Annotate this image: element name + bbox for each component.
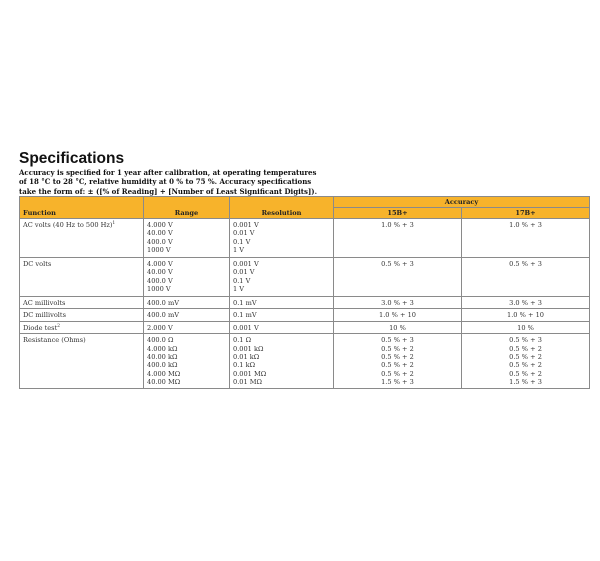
cell-accuracy-17b xyxy=(462,297,590,309)
accuracy-value: 0.5 % + 2 xyxy=(509,361,542,370)
resolution-value: 0.01 V xyxy=(233,229,255,238)
accuracy-value: 1.5 % + 3 xyxy=(509,378,542,387)
range-value: 40.00 kΩ xyxy=(147,353,178,362)
resolution-value: 0.001 V xyxy=(233,221,259,229)
cell-resolution xyxy=(230,334,334,388)
table-row xyxy=(20,258,590,297)
accuracy-value: 1.5 % + 3 xyxy=(381,378,414,387)
range-value: 4.000 V xyxy=(147,260,173,268)
intro-line: take the form of: ± ([% of Reading] + [Number of Least Significant Digits]). xyxy=(19,186,318,196)
intro-line: of 18 °C to 28 °C, relative humidity at 0 % to 75 %. Accuracy specifications xyxy=(19,177,312,187)
accuracy-value: 0.5 % + 2 xyxy=(381,353,414,362)
page-title: Specifications xyxy=(19,150,125,167)
function-label: AC volts (40 Hz to 500 Hz) xyxy=(23,221,113,229)
resolution-value: 1 V xyxy=(233,285,245,294)
accuracy-value: 0.5 % + 3 xyxy=(381,336,414,345)
accuracy-value: 3.0 % + 3 xyxy=(509,299,542,307)
cell-accuracy-17b xyxy=(462,309,590,321)
cell-resolution xyxy=(230,297,334,309)
header-function: Function xyxy=(20,197,144,219)
cell-accuracy-17b xyxy=(462,321,590,333)
resolution-value: 0.001 kΩ xyxy=(233,344,264,353)
cell-accuracy-15b xyxy=(334,334,462,388)
accuracy-value: 10 % xyxy=(389,323,406,332)
accuracy-value: 1.0 % + 3 xyxy=(509,221,542,229)
accuracy-value: 0.5 % + 2 xyxy=(509,344,542,353)
resolution-value: 0.1 V xyxy=(233,276,251,285)
accuracy-value: 0.5 % + 3 xyxy=(381,260,414,268)
resolution-value: 0.1 mV xyxy=(233,299,257,307)
cell-accuracy-15b xyxy=(334,321,462,333)
resolution-value: 0.1 V xyxy=(233,237,251,246)
range-value: 4.000 MΩ xyxy=(147,369,181,378)
accuracy-value: 0.5 % + 2 xyxy=(381,344,414,353)
cell-resolution xyxy=(230,309,334,321)
function-label: DC volts xyxy=(23,260,52,268)
cell-function xyxy=(20,219,144,258)
accuracy-value: 1.0 % + 10 xyxy=(379,311,416,320)
header-range: Range xyxy=(144,197,230,219)
range-value: 400.0 mV xyxy=(147,311,179,320)
table-row xyxy=(20,219,590,258)
resolution-value: 0.001 V xyxy=(233,260,259,268)
cell-range xyxy=(144,334,230,388)
resolution-value: 0.1 mV xyxy=(233,311,257,320)
range-value: 4.000 V xyxy=(147,221,173,229)
header-accuracy: Accuracy xyxy=(334,197,590,208)
table-row xyxy=(20,309,590,321)
accuracy-value: 0.5 % + 2 xyxy=(381,369,414,378)
cell-accuracy-15b xyxy=(334,297,462,309)
range-value: 1000 V xyxy=(147,246,171,255)
range-value: 4.000 kΩ xyxy=(147,344,178,353)
header-resolution: Resolution xyxy=(230,197,334,219)
range-value: 2.000 V xyxy=(147,323,173,332)
cell-function xyxy=(20,309,144,321)
header-17b: 17B+ xyxy=(462,208,590,219)
range-value: 400.0 V xyxy=(147,276,173,285)
resolution-value: 0.1 kΩ xyxy=(233,361,256,370)
resolution-value: 0.01 kΩ xyxy=(233,353,260,362)
cell-accuracy-17b xyxy=(462,258,590,297)
range-value: 400.0 Ω xyxy=(147,336,174,345)
resolution-value: 0.01 V xyxy=(233,268,255,277)
accuracy-value: 10 % xyxy=(517,323,534,332)
range-value: 400.0 V xyxy=(147,237,173,246)
cell-resolution xyxy=(230,258,334,297)
table-row xyxy=(20,334,590,388)
spec-document xyxy=(19,150,589,196)
cell-function xyxy=(20,334,144,388)
resolution-value: 1 V xyxy=(233,246,245,255)
function-label: Diode test xyxy=(23,323,58,332)
table-header-row xyxy=(20,197,590,208)
cell-accuracy-15b xyxy=(334,309,462,321)
resolution-value: 0.001 MΩ xyxy=(233,369,267,378)
table-row xyxy=(20,321,590,333)
footnote-marker: 1 xyxy=(112,221,116,226)
range-value: 1000 V xyxy=(147,285,171,294)
cell-function xyxy=(20,321,144,333)
range-value: 40.00 V xyxy=(147,229,173,238)
accuracy-value: 0.5 % + 2 xyxy=(381,361,414,370)
function-label: Resistance (Ohms) xyxy=(23,336,86,345)
cell-accuracy-17b xyxy=(462,334,590,388)
range-value: 400.0 mV xyxy=(147,299,179,307)
function-label: AC millivolts xyxy=(23,299,66,307)
accuracy-value: 0.5 % + 2 xyxy=(509,369,542,378)
intro-line: Accuracy is specified for 1 year after calibration, at operating temperatures xyxy=(19,168,317,177)
specifications-table xyxy=(19,196,590,389)
header-15b: 15B+ xyxy=(334,208,462,219)
table-body xyxy=(20,219,590,389)
cell-function xyxy=(20,258,144,297)
range-value: 40.00 MΩ xyxy=(147,378,181,387)
range-value: 40.00 V xyxy=(147,268,173,277)
cell-accuracy-15b xyxy=(334,219,462,258)
resolution-value: 0.001 V xyxy=(233,323,259,332)
cell-accuracy-15b xyxy=(334,258,462,297)
cell-range xyxy=(144,297,230,309)
cell-function xyxy=(20,297,144,309)
table-row xyxy=(20,297,590,309)
cell-resolution xyxy=(230,321,334,333)
function-label: DC millivolts xyxy=(23,311,66,320)
accuracy-value: 0.5 % + 3 xyxy=(509,260,542,268)
accuracy-value: 0.5 % + 2 xyxy=(509,353,542,362)
accuracy-value: 1.0 % + 10 xyxy=(507,311,544,320)
resolution-value: 0.1 Ω xyxy=(233,336,252,345)
resolution-value: 0.01 MΩ xyxy=(233,378,262,387)
accuracy-value: 3.0 % + 3 xyxy=(381,299,414,307)
range-value: 400.0 kΩ xyxy=(147,361,178,370)
cell-range xyxy=(144,321,230,333)
cell-range xyxy=(144,309,230,321)
accuracy-value: 0.5 % + 3 xyxy=(509,336,542,345)
intro-paragraph xyxy=(19,168,589,196)
cell-resolution xyxy=(230,219,334,258)
cell-range xyxy=(144,258,230,297)
cell-accuracy-17b xyxy=(462,219,590,258)
accuracy-value: 1.0 % + 3 xyxy=(381,221,414,229)
cell-range xyxy=(144,219,230,258)
footnote-marker: 2 xyxy=(57,323,61,329)
